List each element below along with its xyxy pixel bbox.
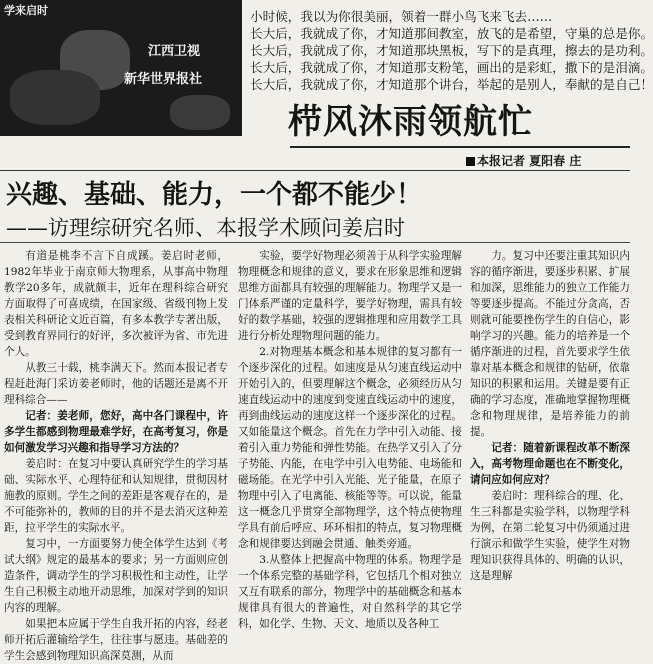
divider (290, 146, 630, 148)
divider (0, 242, 630, 243)
question-paragraph: 记者：姜老师，您好，高中各门课程中，许多学生都感到物理最难学好，在高考复习，你是如何激发学习兴趣和指导学习方法的？ (4, 410, 228, 454)
feature-headline: 栉风沐雨领航忙 (288, 102, 533, 142)
header-photo (0, 0, 242, 136)
poem-line: 长大后，我就成了你，才知道那间教室，放飞的是希望，守巢的总是你。 (250, 26, 653, 41)
paragraph: 有道是桃李不言下自成蹊。姜启时老师，1982年毕业于南京师大物理系，从事高中物理教学20多年，成就颇丰，近年在理科综合研究方面取得了可喜成绩，在国家级、省级刊物上发表相关科研论文近百篇，有多本教学专著出版，受到教育界同行的好评，多次被评为省、市先进个人。 (4, 250, 228, 358)
paragraph: 实验，要学好物理必须善于从科学实验理解物理概念和规律的意义，要求在形象思维和逻辑思维方面都具有较强的理解能力。物理学又是一门体系严谨的定量科学，要学好物理，需具有较好的数学基础，较强的逻辑推理和应用数学工具进行分析处理物理问题的能力。 (238, 250, 462, 342)
article-title: 兴趣、基础、能力，一个都不能少！ (6, 180, 423, 210)
paragraph: 2.对物理基本概念和基本规律的复习都有一个逐步深化的过程。如速度是从匀速直线运动中开始引入的，但要理解这个概念，必须经历从匀速直线运动中的速度到变速直线运动中的速度，再到曲线运动的速度这样一个逐步深化的过程。又如能量这个概念。首先在力学中引入动能、接着引入重力势能和弹性势能。在热学又引入了分子势能、内能，在电学中引入电势能、电场能和磁场能。在光学中引入光能、光子能量，在原子物理中引入了电离能、核能等等。可以说，能量这一概念几乎贯穿全部物理学，这个特点使物理学具有前后呼应、环环相扣的特点，复习物理概念和规律要达到融会贯通、触类旁通。 (238, 346, 462, 550)
paragraph: 姜启时：理科综合的理、化、生三科都是实验学科，以物理学科为例，在第二轮复习中仍须通过进行演示和做学生实验，使学生对物理知识获得具体的、明确的认识，这是理解 (470, 490, 630, 582)
paragraph: 3.从整体上把握高中物理的体系。物理学是一个体系完整的基础学科，它包括几个相对独立又互有联系的部分，物理学中的基础概念和基本规律具有很大的普遍性，对自然科学的其它学科，如化学、生物、天文、地质以及各种工 (238, 554, 462, 630)
poem-line: 小时候，我以为你很美丽，领着一群小鸟飞来飞去…… (250, 9, 553, 24)
article-column-3 (470, 248, 630, 606)
paragraph: 如果把本应属于学生自我开拓的内容，经老师开拓后灌输给学生，往往事与愿违。基础差的学生会感到物理知识高深莫测，从而 (4, 618, 228, 662)
poem-block (250, 8, 653, 93)
poem-line: 长大后，我就成了你，才知道那支粉笔，画出的是彩虹，撒下的是泪滴。 (250, 60, 653, 75)
paragraph: 复习中，一方面要努力使全体学生达到《考试大纲》规定的最基本的要求；另一方面则应创造条件，调动学生的学习积极性和主动性，让学生自己积极主动地开动思维，加深对学到的知识内容的理解。 (4, 538, 228, 614)
article-subtitle: ——访理综研究名师、本报学术顾问姜启时 (6, 216, 405, 240)
square-bullet-icon (466, 157, 475, 166)
paragraph: 姜启时：在复习中要认真研究学生的学习基础、实际水平、心理特征和认知规律，贯彻因材施教的原则。学生之间的差距是客观存在的，是不可能弥补的，教师的目的并不是去消灭这种差距，拉平学生的实际水平。 (4, 458, 228, 534)
paragraph: 力。复习中还要注重其知识内容的循序渐进，要逐步积累、扩展和加深，思维能力的独立工作能力等要逐步提高。不能过分贪高，否则就可能要挫伤学生的自信心，影响学习的兴趣。能力的培养是一个循序渐进的过程，首先要求学生依靠对基本概念和规律的钻研，依靠知识的积累和运用。关键是要有正确的学习态度，准确地掌握物理概念和物理规律，是培养能力的前提。 (470, 250, 630, 438)
photo-caption-top: 学来启时 (4, 4, 48, 17)
poem-line: 长大后，我就成了你，才知道那块黑板，写下的是真理，擦去的是功利。 (250, 43, 653, 58)
question-paragraph: 记者：随着新课程改革不断深入，高考物理命题也在不断变化，请问应如何应对？ (470, 442, 630, 486)
byline (466, 152, 581, 169)
byline-text: 本报记者 夏阳春 庄 (477, 154, 582, 168)
article-column-2 (238, 248, 462, 630)
divider (0, 170, 630, 171)
poem-line: 长大后，我就成了你，才知道那个讲台，举起的是别人，奉献的是自己！ (250, 77, 653, 92)
photo-caption-mid: 江西卫视 (148, 44, 201, 59)
paragraph: 从教三十载，桃李满天下。然而本报记者专程赶赴海门采访姜老师时，他的话题还是离不开理科综合—— (4, 362, 228, 406)
photo-caption-low: 新华世界报社 (124, 72, 203, 87)
article-column-1 (4, 248, 228, 662)
